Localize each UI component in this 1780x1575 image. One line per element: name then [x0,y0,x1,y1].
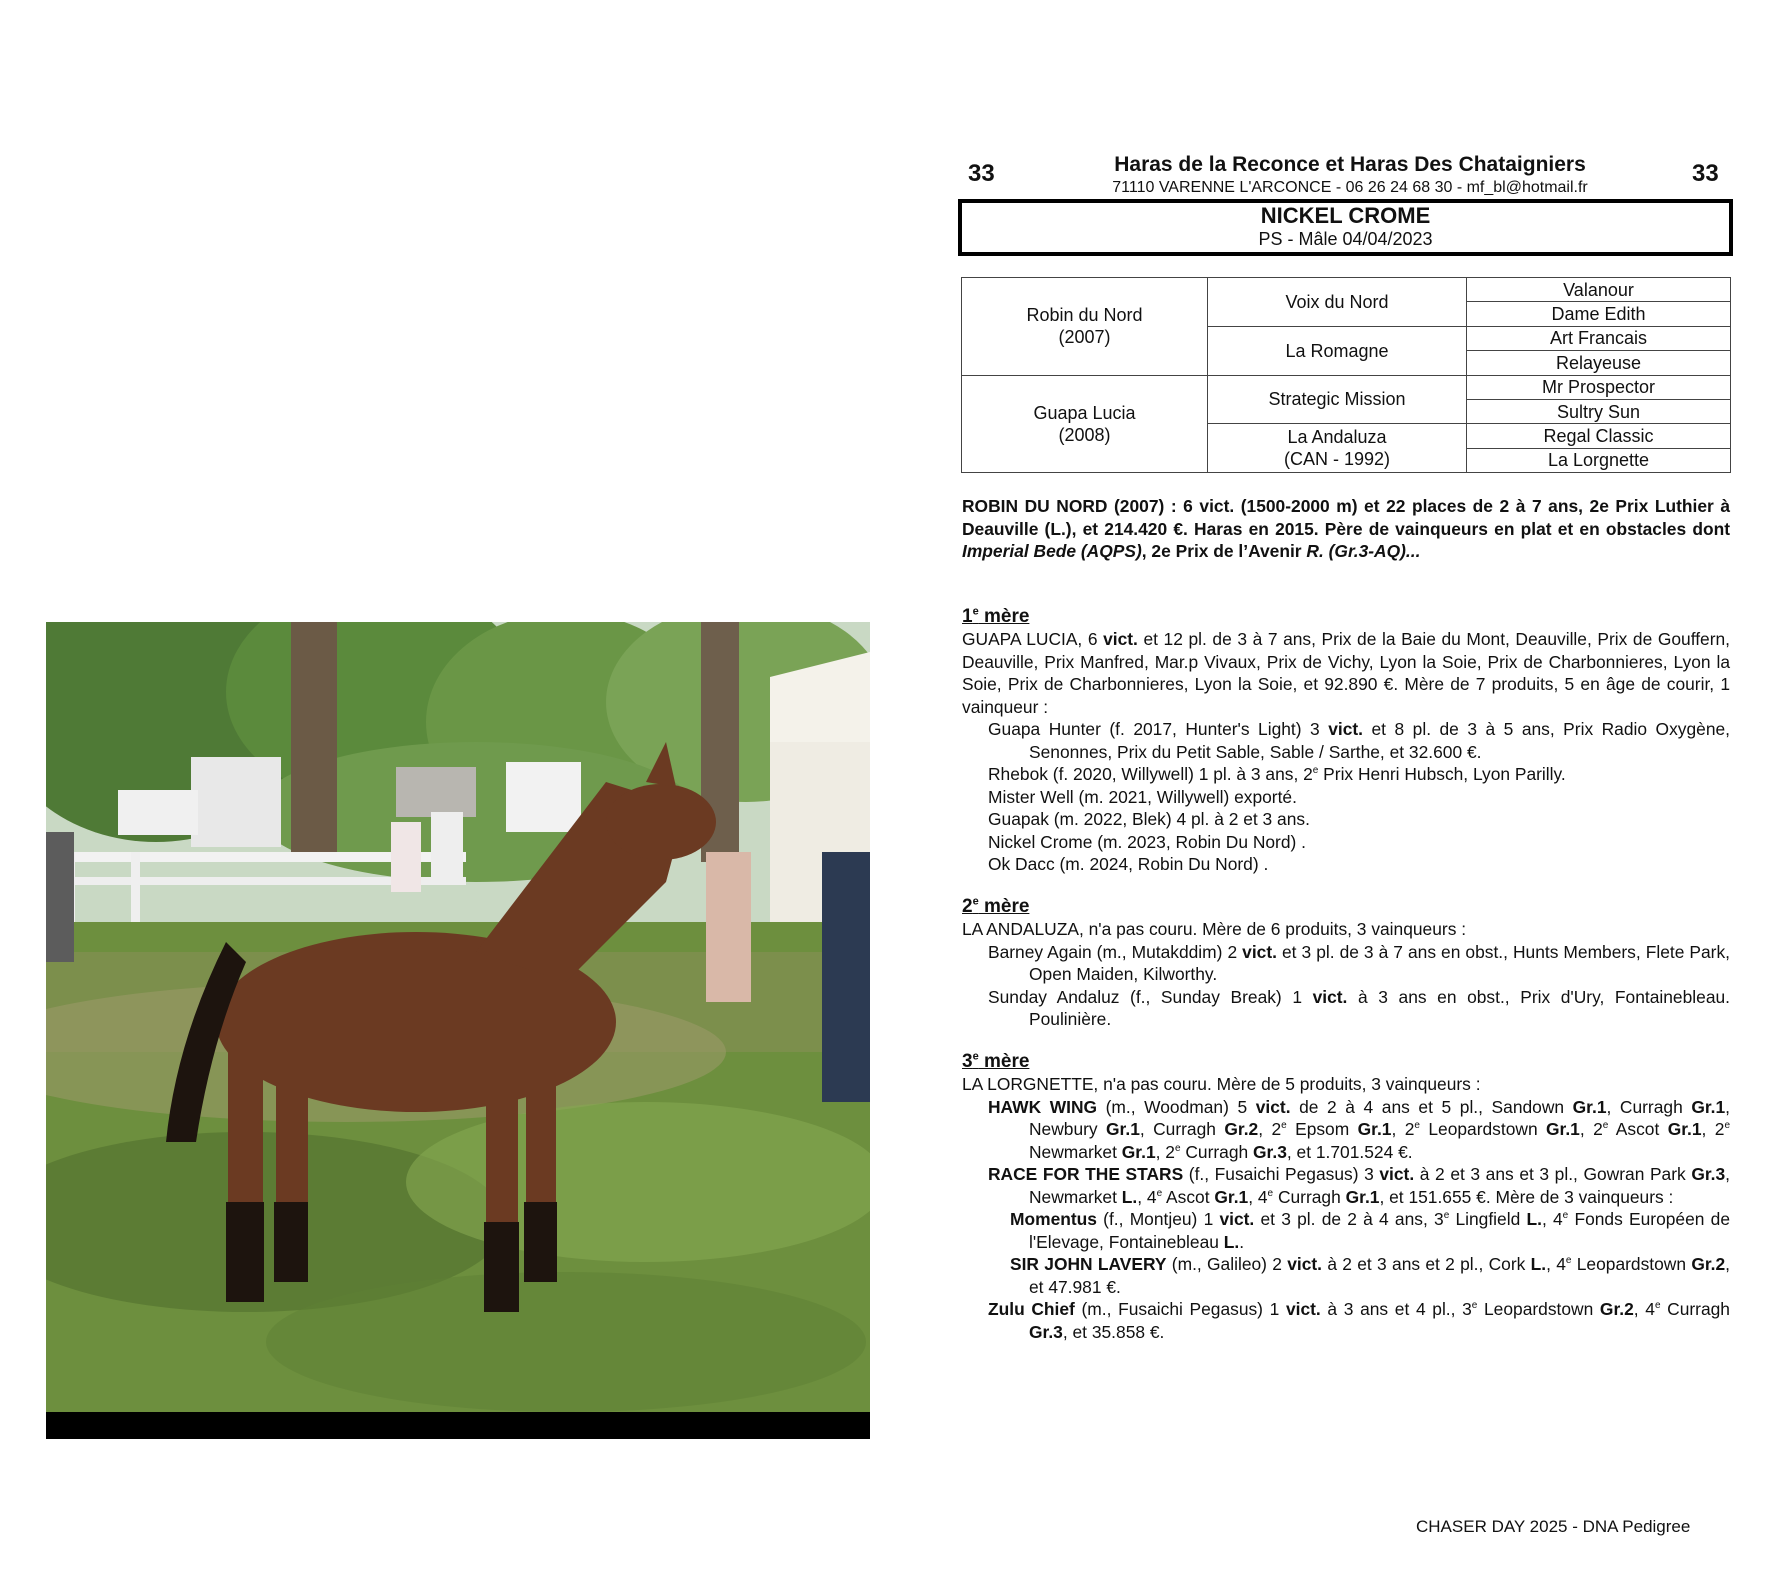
pedigree-dam-sire: Strategic Mission [1208,375,1467,424]
lot-number-left: 33 [968,160,995,187]
pedigree-sire-sire: Voix du Nord [1208,278,1467,327]
sire-text-italic: R. (Gr.3-AQ)... [1306,541,1421,561]
pedigree-sire-dam: La Romagne [1208,326,1467,375]
vendor-name: Haras de la Reconce et Haras Des Chataigniers [1114,153,1586,176]
mere2-title: 2e mère [962,895,1030,917]
pedigree-gen3: La Lorgnette [1467,448,1731,472]
produce-entry: Guapak (m. 2022, Blek) 4 pl. à 2 et 3 ans. [988,809,1310,829]
produce-entry: Sunday Andaluz (f., Sunday Break) 1 vict. à 3 ans en obst., Prix d'Ury, Fontainebleau. Poulinière. [988,986,1730,1029]
dam-name: Guapa Lucia [1033,402,1136,423]
pedigree-dam [962,375,1208,473]
dam-dam-detail: (CAN - 1992) [1283,449,1391,470]
produce-entry: Mister Well (m. 2021, Willywell) exporté. [988,786,1297,807]
pedigree-gen3: Valanour [1467,278,1731,302]
horse-title-box [958,199,1733,256]
mere3-title: 3e mère [962,1050,1030,1072]
produce-entry: Momentus (f., Montjeu) 1 vict. et 3 pl. de 2 à 4 ans, 3e Lingfield L., 4e Fonds Européen de l'Elevage, Fontainebleau L.. [1010,1209,1730,1252]
horse-photo-illustration [46,622,870,1439]
mere1-title: 1e mère [962,605,1030,627]
produce-entry: Zulu Chief (m., Fusaichi Pegasus) 1 vict. à 3 ans et 4 pl., 3e Leopardstown Gr.2, 4e Curragh Gr.3, et 35.858 €. [988,1299,1730,1342]
mere3-section [962,1050,1730,1343]
pedigree-gen3: Mr Prospector [1467,375,1731,399]
pedigree-gen3: Art Francais [1467,326,1731,350]
pedigree-sire [962,278,1208,376]
lot-number-right: 33 [1692,160,1719,187]
mere1-section [962,605,1730,876]
mere2-intro: LA ANDALUZA, n'a pas couru. Mère de 6 produits, 3 vainqueurs : [962,919,1467,939]
sire-name: Robin du Nord [1026,305,1143,326]
dam-dam-name: La Andaluza [1287,427,1387,448]
vendor-block [1000,153,1700,197]
produce-entry: Guapa Hunter (f. 2017, Hunter's Light) 3 vict. et 8 pl. de 3 à 5 ans, Prix Radio Oxygène, Senonnes, Prix du Petit Sable, Sable / Sarthe, et 32.600 €. [988,719,1730,762]
produce-entry: HAWK WING (m., Woodman) 5 vict. de 2 à 4 ans et 5 pl., Sandown Gr.1, Curragh Gr.1, Newbury Gr.1, Curragh Gr.2, 2e Epsom Gr.1, 2e Leopardstown Gr.1, 2e Ascot Gr.1, 2e Newmarket Gr.1, 2e Curragh Gr.3, et 1.701.524 €. [988,1096,1731,1162]
produce-entry: Rhebok (f. 2020, Willywell) 1 pl. à 3 ans, 2e Prix Henri Hubsch, Lyon Parilly. [988,764,1566,784]
mere2-section [962,895,1730,1031]
produce-entry: Barney Again (m., Mutakddim) 2 vict. et 3 pl. de 3 à 7 ans en obst., Hunts Members, Flete Park, Open Maiden, Kilworthy. [988,941,1730,984]
pedigree-gen3: Sultry Sun [1467,399,1731,423]
mere3-intro: LA LORGNETTE, n'a pas couru. Mère de 5 produits, 3 vainqueurs : [962,1074,1481,1094]
vendor-address: 71110 VARENNE L'ARCONCE - 06 26 24 68 30 - mf_bl@hotmail.fr [1112,179,1588,196]
produce-entry: RACE FOR THE STARS (f., Fusaichi Pegasus) 3 vict. à 2 et 3 ans et 3 pl., Gowran Park Gr.3, Newmarket L., 4e Ascot Gr.1, 4e Curragh Gr.1, et 151.655 €. Mère de 3 vainqueurs : [988,1164,1731,1207]
sire-text: , 2e Prix de l’Avenir [1141,541,1307,561]
produce-entry: Nickel Crome (m. 2023, Robin Du Nord) . [988,831,1306,852]
dam-year: (2008) [1058,424,1111,445]
sire-text: ROBIN DU NORD (2007) : 6 vict. (1500-2000 m) et 22 places de 2 à 7 ans, 2e Prix Luthier à Deauville (L.), et 214.420 €. Haras en 2015. Père de vainqueurs en plat et en obstacles dont [962,496,1730,539]
mere1-intro: GUAPA LUCIA, 6 vict. et 12 pl. de 3 à 7 ans, Prix de la Baie du Mont, Deauville, Prix de Gouffern, Deauville, Prix Manfred, Mar.p Vivaux, Prix de Vichy, Lyon la Soie, Prix de Charbonnieres, Lyon la Soie, Prix de Charbonnieres, Lyon la Soie, et 92.890 €. Mère de 7 produits, 5 en âge de courir, 1 vainqueur : [962,629,1731,717]
pedigree-table [961,277,1731,473]
sire-text-italic: Imperial Bede (AQPS) [962,541,1142,561]
sire-year: (2007) [1058,327,1111,348]
pedigree-dam-dam [1208,424,1467,473]
produce-entry: SIR JOHN LAVERY (m., Galileo) 2 vict. à 2 et 3 ans et 2 pl., Cork L., 4e Leopardstown Gr.2, et 47.981 €. [1010,1254,1730,1297]
pedigree-gen3: Regal Classic [1467,424,1731,448]
horse-name: NICKEL CROME [1260,203,1431,228]
sire-paragraph [962,495,1730,563]
produce-entry: Ok Dacc (m. 2024, Robin Du Nord) . [988,854,1269,874]
horse-photo [46,622,870,1439]
pedigree-gen3: Dame Edith [1467,302,1731,326]
pedigree-gen3: Relayeuse [1467,351,1731,375]
page-footer: CHASER DAY 2025 - DNA Pedigree [1416,1517,1691,1536]
horse-info: PS - Mâle 04/04/2023 [1258,229,1433,249]
